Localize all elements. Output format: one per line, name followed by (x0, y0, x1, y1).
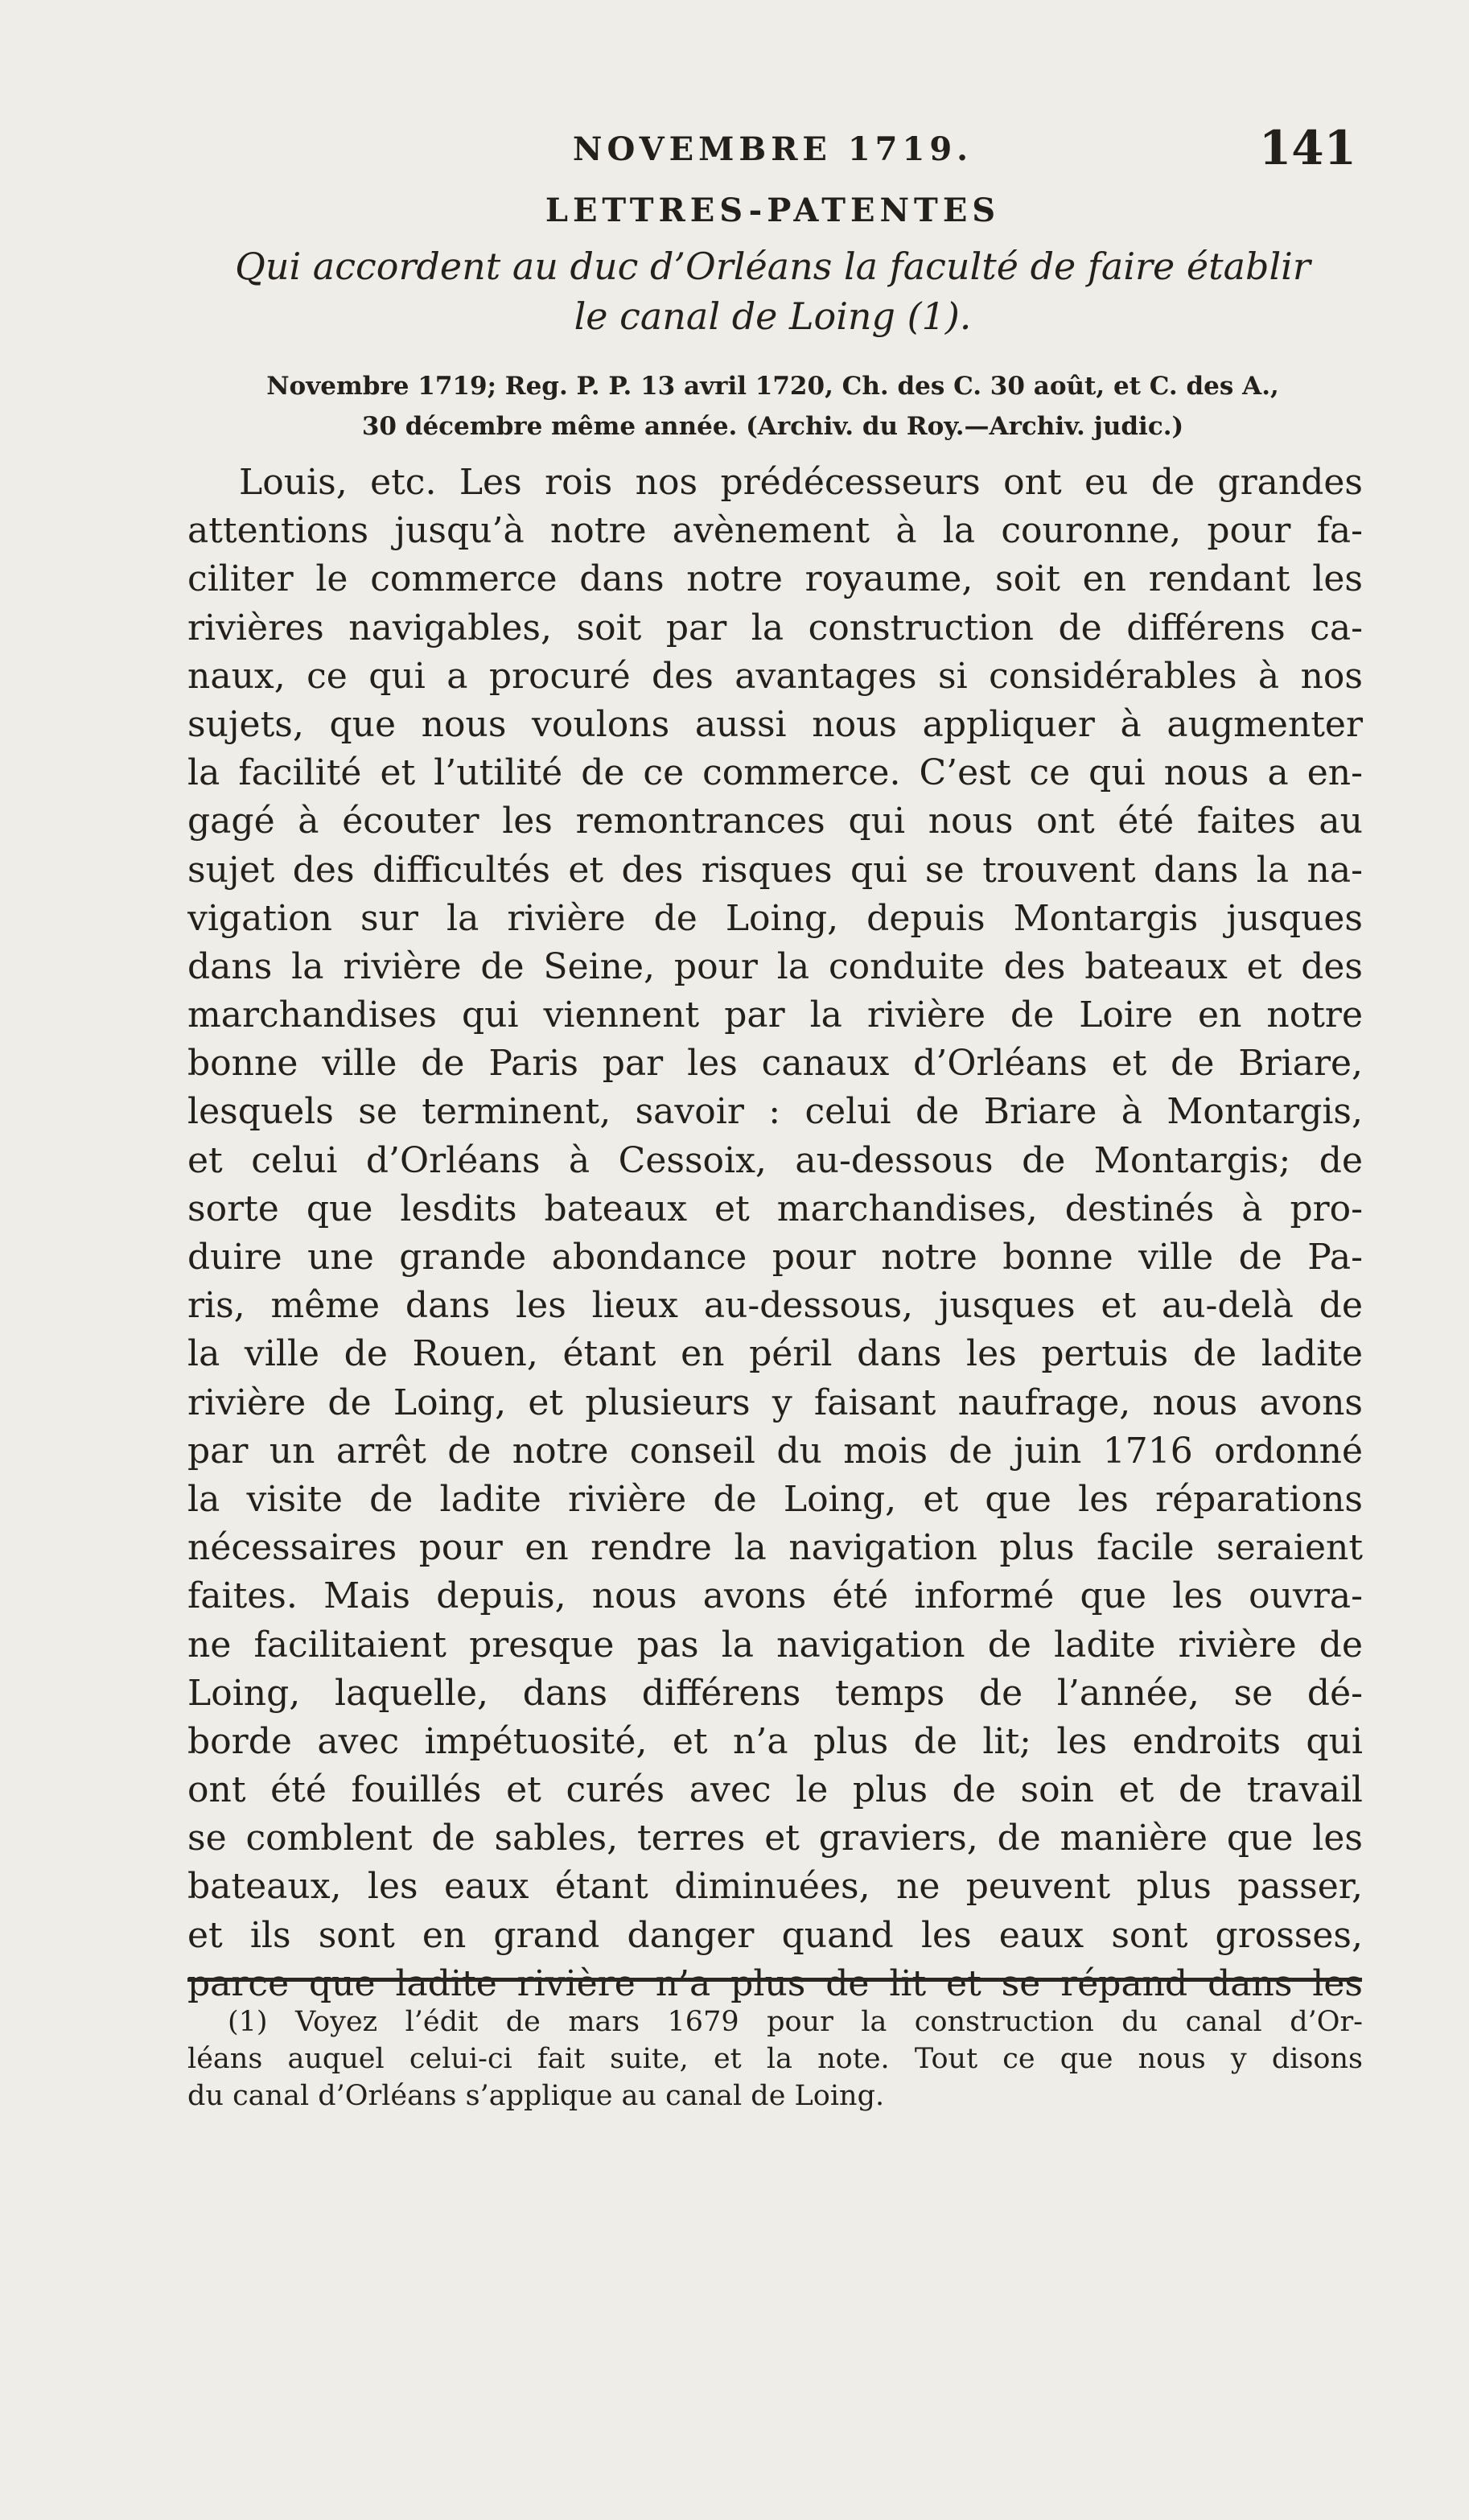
body-line: gagé à écouter les remontrances qui nous ont été faites au (187, 801, 1363, 842)
act-subtitle-line: le canal de Loing (1). (574, 294, 972, 338)
body-line: par un arrêt de notre conseil du mois de juin 1716 ordonné (187, 1430, 1363, 1472)
page-number: 141 (1258, 121, 1356, 175)
body-line: ont été fouillés et curés avec le plus de soin et de travail (187, 1769, 1363, 1811)
body-text (187, 459, 1363, 2008)
body-line: lesquels se terminent, savoir : celui de Briare à Montargis, (187, 1091, 1363, 1133)
body-line: bateaux, les eaux étant diminuées, ne peuvent plus passer, (187, 1866, 1363, 1908)
body-line: la ville de Rouen, étant en péril dans les pertuis de ladite (187, 1333, 1363, 1375)
body-line: ris, même dans les lieux au-dessous, jusques et au-delà de (187, 1285, 1363, 1327)
body-line: dans la rivière de Seine, pour la conduite des bateaux et des (187, 945, 1363, 987)
body-line: Louis, etc. Les rois nos prédécesseurs ont eu de grandes (239, 462, 1363, 503)
body-line: parce que ladite rivière n’a plus de lit et se répand dans les (187, 1962, 1363, 2004)
footnote-line: léans auquel celui-ci fait suite, et la note. Tout ce que nous y disons (187, 2043, 1363, 2075)
footnote (187, 2003, 1363, 2114)
running-head (189, 121, 1356, 185)
act-title: LETTRES-PATENTES (545, 191, 1001, 229)
body-line: naux, ce qui a procuré des avantages si considérables à nos (187, 655, 1363, 697)
act-subtitle (189, 241, 1356, 341)
body-line: Loing, laquelle, dans différens temps de l’année, se dé- (187, 1672, 1363, 1714)
footnote-line: (1) Voyez l’édit de mars 1679 pour la construction du canal d’Or- (228, 2006, 1363, 2038)
body-line: sujet des difficultés et des risques qui se trouvent dans la na- (187, 849, 1363, 891)
body-line: rivières navigables, soit par la construction de différens ca- (187, 607, 1363, 649)
act-subtitle-line: Qui accordent au duc d’Orléans la faculté de faire établir (235, 245, 1311, 288)
footnote-divider (187, 1978, 1362, 1982)
running-title: NOVEMBRE 1719. (572, 130, 973, 168)
body-line: et ils sont en grand danger quand les eaux sont grosses, (187, 1914, 1363, 1956)
body-line: rivière de Loing, et plusieurs y faisant naufrage, nous avons (187, 1381, 1363, 1423)
body-line: bonne ville de Paris par les canaux d’Orléans et de Briare, (187, 1043, 1363, 1085)
body-line: sorte que lesdits bateaux et marchandises, destinés à pro- (187, 1188, 1363, 1229)
body-line: nécessaires pour en rendre la navigation plus facile seraient (187, 1527, 1363, 1569)
body-line: faites. Mais depuis, nous avons été informé que les ouvra- (187, 1575, 1363, 1617)
body-line: duire une grande abondance pour notre bonne ville de Pa- (187, 1237, 1363, 1278)
body-line: ciliter le commerce dans notre royaume, soit en rendant les (187, 558, 1363, 600)
body-line: et celui d’Orléans à Cessoix, au-dessous de Montargis; de (187, 1139, 1363, 1181)
body-line: attentions jusqu’à notre avènement à la couronne, pour fa- (187, 510, 1363, 552)
registration-metadata (189, 366, 1356, 447)
body-line: vigation sur la rivière de Loing, depuis Montargis jusques (187, 897, 1363, 939)
body-line: la facilité et l’utilité de ce commerce. C’est ce qui nous a en- (187, 752, 1363, 794)
footnote-line: du canal d’Orléans s’applique au canal de Loing. (187, 2080, 885, 2112)
body-line: se comblent de sables, terres et graviers, de manière que les (187, 1818, 1363, 1859)
body-line: la visite de ladite rivière de Loing, et que les réparations (187, 1478, 1363, 1520)
body-line: ne facilitaient presque pas la navigation de ladite rivière de (187, 1624, 1363, 1666)
body-line: borde avec impétuosité, et n’a plus de lit; les endroits qui (187, 1720, 1363, 1762)
metadata-line: 30 décembre même année. (Archiv. du Roy.—Archiv. judic.) (361, 412, 1184, 441)
metadata-line: Novembre 1719; Reg. P. P. 13 avril 1720, Ch. des C. 30 août, et C. des A., (266, 372, 1279, 401)
body-line: marchandises qui viennent par la rivière de Loire en notre (187, 994, 1363, 1036)
body-line: sujets, que nous voulons aussi nous appliquer à augmenter (187, 703, 1363, 745)
